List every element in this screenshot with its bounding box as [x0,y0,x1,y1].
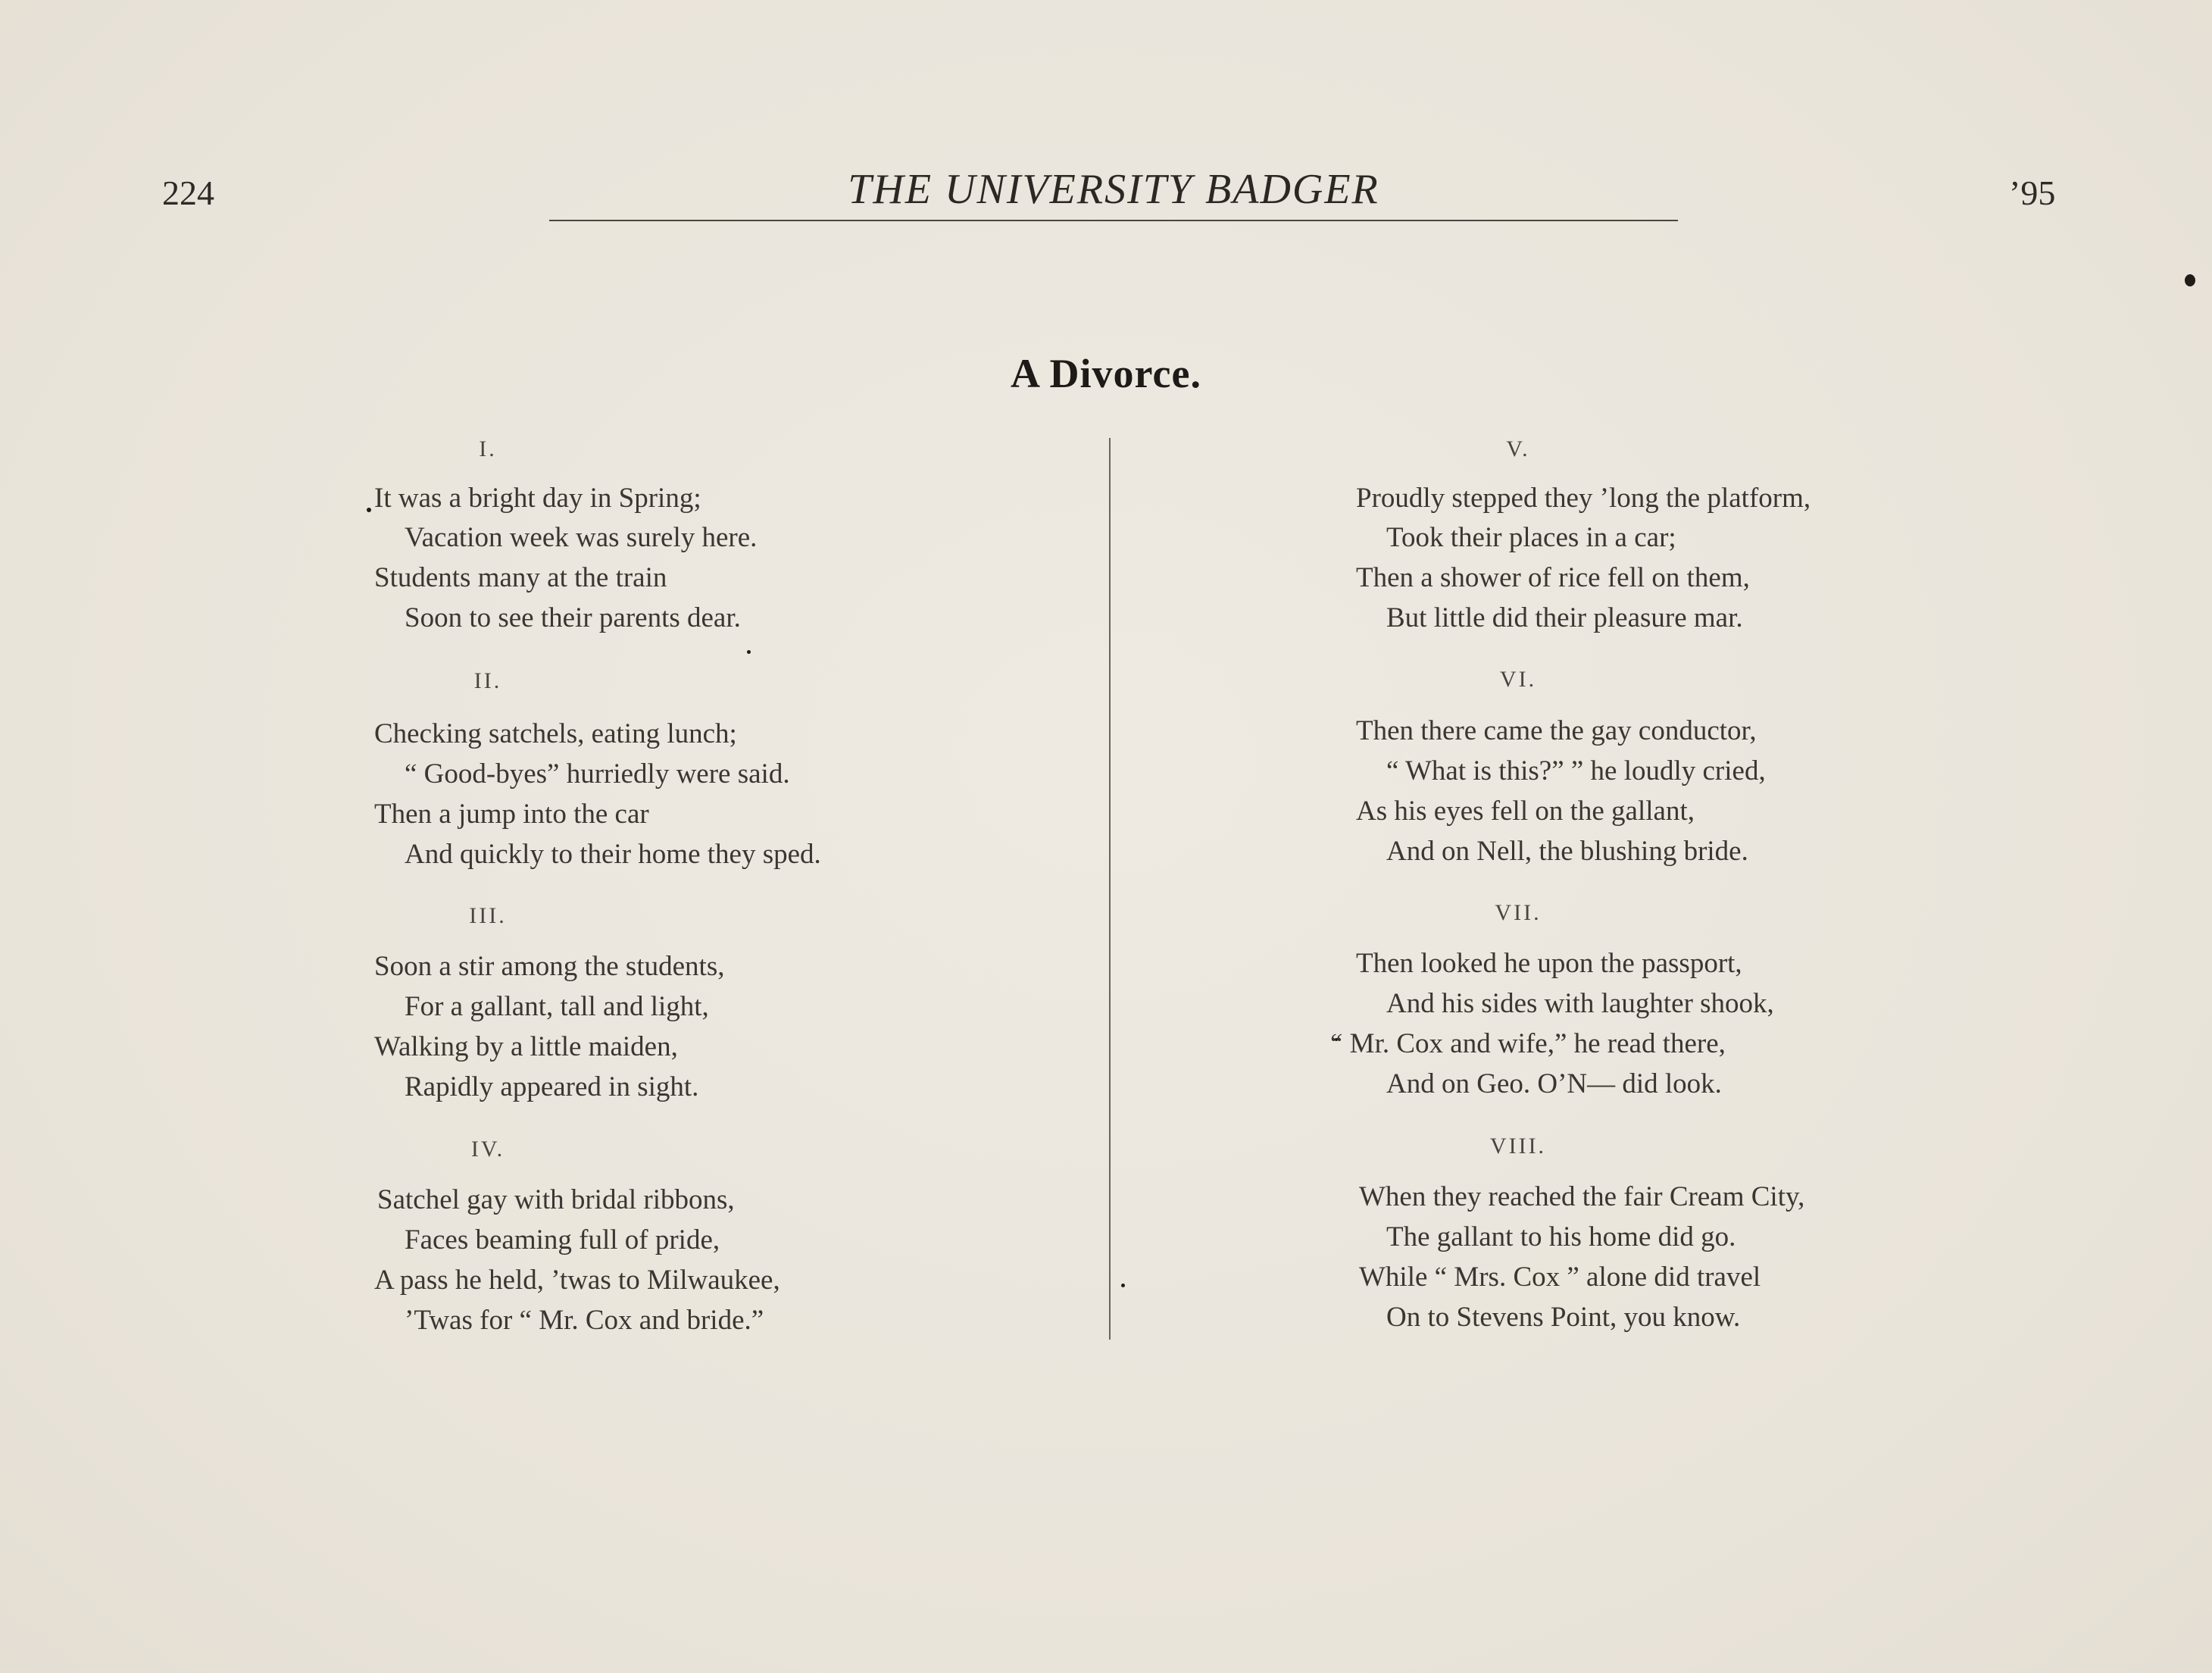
stanza-number: VI. [1499,667,1537,692]
poem-title: A Divorce. [1011,351,1201,396]
verse-line: And on Nell, the blushing bride. [1386,836,1748,867]
verse-line: Then looked he upon the passport, [1356,948,1742,979]
verse-line: While “ Mrs. Cox ” alone did travel [1359,1262,1761,1293]
verse-line: As his eyes fell on the gallant, [1356,796,1695,827]
verse-line: “ What is this?” ” he loudly cried, [1386,755,1766,786]
verse-line: And on Geo. O’N— did look. [1386,1068,1722,1099]
verse-line: Faces beaming full of pride, [405,1224,720,1256]
ink-speck [2185,274,2195,286]
verse-line: Then there came the gay conductor, [1356,715,1757,746]
stanza-number: II. [473,668,502,693]
verse-line: But little did their pleasure mar. [1386,602,1743,633]
verse-line: Students many at the train [374,562,667,593]
verse-line: A pass he held, ’twas to Milwaukee, [374,1265,780,1296]
verse-line: Soon to see their parents dear. [405,602,741,633]
verse-line: “ Good-byes” hurriedly were said. [405,758,790,790]
stanza-number: III. [469,903,507,928]
verse-line: Then a shower of rice fell on them, [1356,562,1750,593]
ink-speck [367,508,371,512]
verse-line: “ Mr. Cox and wife,” he read there, [1330,1028,1726,1059]
verse-line: The gallant to his home did go. [1386,1221,1736,1252]
verse-line: Checking satchels, eating lunch; [374,718,737,749]
verse-line: Soon a stir among the students, [374,951,725,982]
verse-line: Satchel gay with bridal ribbons, [377,1184,735,1215]
verse-line: When they reached the fair Cream City, [1359,1181,1805,1212]
verse-line: Then a jump into the car [374,799,649,830]
verse-line: And quickly to their home they sped. [405,839,821,870]
ink-speck [747,650,751,654]
verse-line: ’Twas for “ Mr. Cox and bride.” [405,1305,764,1336]
verse-line: For a gallant, tall and light, [405,991,709,1022]
header-rule [549,220,1678,221]
verse-line: Took their places in a car; [1386,522,1676,553]
verse-line: Vacation week was surely here. [405,522,758,553]
ink-speck [1121,1284,1125,1287]
volume-year: ’95 [2009,174,2056,212]
stanza-number: I. [479,436,497,461]
verse-line: Rapidly appeared in sight. [405,1071,699,1102]
verse-line: And his sides with laughter shook, [1386,988,1774,1019]
running-title: THE UNIVERSITY BADGER [848,166,1379,213]
column-divider [1109,438,1111,1340]
page-number: 224 [162,174,214,212]
stanza-number: IV. [470,1137,505,1162]
stanza-number: V. [1506,436,1530,461]
verse-line: Walking by a little maiden, [374,1031,678,1062]
verse-line: Proudly stepped they ’long the platform, [1356,483,1811,514]
stanza-number: VIII. [1489,1134,1547,1159]
verse-line: On to Stevens Point, you know. [1386,1302,1741,1333]
verse-line: It was a bright day in Spring; [374,483,701,514]
stanza-number: VII. [1495,900,1542,925]
